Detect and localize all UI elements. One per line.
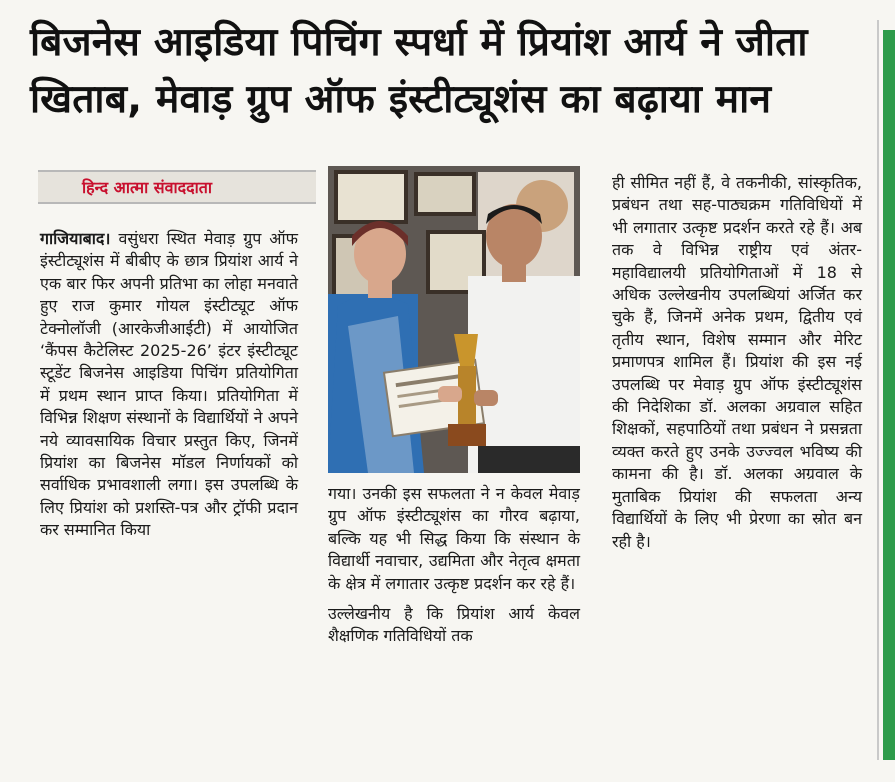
column-divider (877, 20, 879, 760)
article-text: वसुंधरा स्थित मेवाड़ ग्रुप ऑफ इंस्टीट्यूशंस में बीबीए के छात्र प्रियांश आर्य ने एक बार फिर अपनी प्रतिभा का लोहा मनवाते हुए राज कुमार गोयल इंस्टीट्यूट ऑफ टेक्नोलॉजी (आरकेजीआईटी) में आयोजित ‘कैंपस कैटेलिस्ट 2025-26’ इंटर इंस्टीट्यूट स्टूडेंट बिजनेस आइडिया पिचिंग प्रतियोगिता में प्रथम स्थान प्राप्त किया। प्रतियोगिता में विभिन्न शिक्षण संस्थानों के विद्यार्थियों ने अपने नये व्यावसायिक विचार प्रस्तुत किए, जिनमें प्रियांश का बिजनेस मॉडल निर्णायकों को सर्वाधिक प्रभावशाली लगा। इस उपलब्धि के लिए प्रियांश को प्रशस्ति-पत्र और ट्रॉफी प्रदान कर सम्मानित किया (40, 229, 298, 540)
byline-box (38, 170, 316, 204)
article-column-2 (328, 483, 580, 648)
headline-line-2: खिताब, मेवाड़ ग्रुप ऑफ इंस्टीट्यूशंस का बढ़ाया मान (30, 77, 772, 122)
dateline: गाजियाबाद। (40, 229, 111, 248)
article-paragraph (40, 228, 298, 542)
headline-line-1: बिजनेस आइडिया पिचिंग स्पर्धा में प्रियांश आर्य ने जीता (30, 20, 808, 65)
article-paragraph: गया। उनकी इस सफलता ने न केवल मेवाड़ ग्रुप ऑफ इंस्टीट्यूशंस का गौरव बढ़ाया, बल्कि यह भी सिद्ध किया कि संस्थान के विद्यार्थी नवाचार, उद्यमिता और नेतृत्व क्षमता के क्षेत्र में लगातार उत्कृष्ट प्रदर्शन कर रहे हैं। (328, 484, 580, 593)
article-paragraph: ही सीमित नहीं हैं, वे तकनीकी, सांस्कृतिक, प्रबंधन तथा सह-पाठ्यक्रम गतिविधियों में भी लगातार उत्कृष्ट प्रदर्शन करते रहे हैं। अब तक वे विभिन्न राष्ट्रीय एवं अंतर-महाविद्यालयी प्रतियोगिताओं में 18 से अधिक उल्लेखनीय उपलब्धियां अर्जित कर चुके हैं, जिनमें अनेक प्रथम, द्वितीय एवं तृतीय स्थान, विशेष सम्मान और मेरिट प्रमाणपत्र शामिल हैं। प्रियांश की इस नई उपलब्धि पर मेवाड़ ग्रुप ऑफ इंस्टीट्यूशंस की निदेशिका डॉ. अलका अग्रवाल सहित शिक्षकों, सहपाठियों तथा प्रबंधन ने प्रसन्नता व्यक्त करते हुए उनके उज्ज्वल भविष्य की कामना की है। डॉ. अलका अग्रवाल के मुताबिक प्रियांश की सफलता अन्य विद्यार्थियों के लिए भी प्रेरणा का स्रोत बन रही है। (612, 173, 862, 551)
news-photo (328, 166, 580, 473)
photo-illustration (328, 166, 580, 473)
article-paragraph: उल्लेखनीय है कि प्रियांश आर्य केवल शैक्षणिक गतिविधियों तक (328, 604, 580, 646)
byline: हिन्द आत्मा संवाददाता (82, 178, 213, 197)
article-column-1 (40, 228, 298, 542)
headline (30, 14, 870, 128)
article-column-3 (612, 172, 862, 553)
adjacent-page-edge (883, 30, 895, 760)
